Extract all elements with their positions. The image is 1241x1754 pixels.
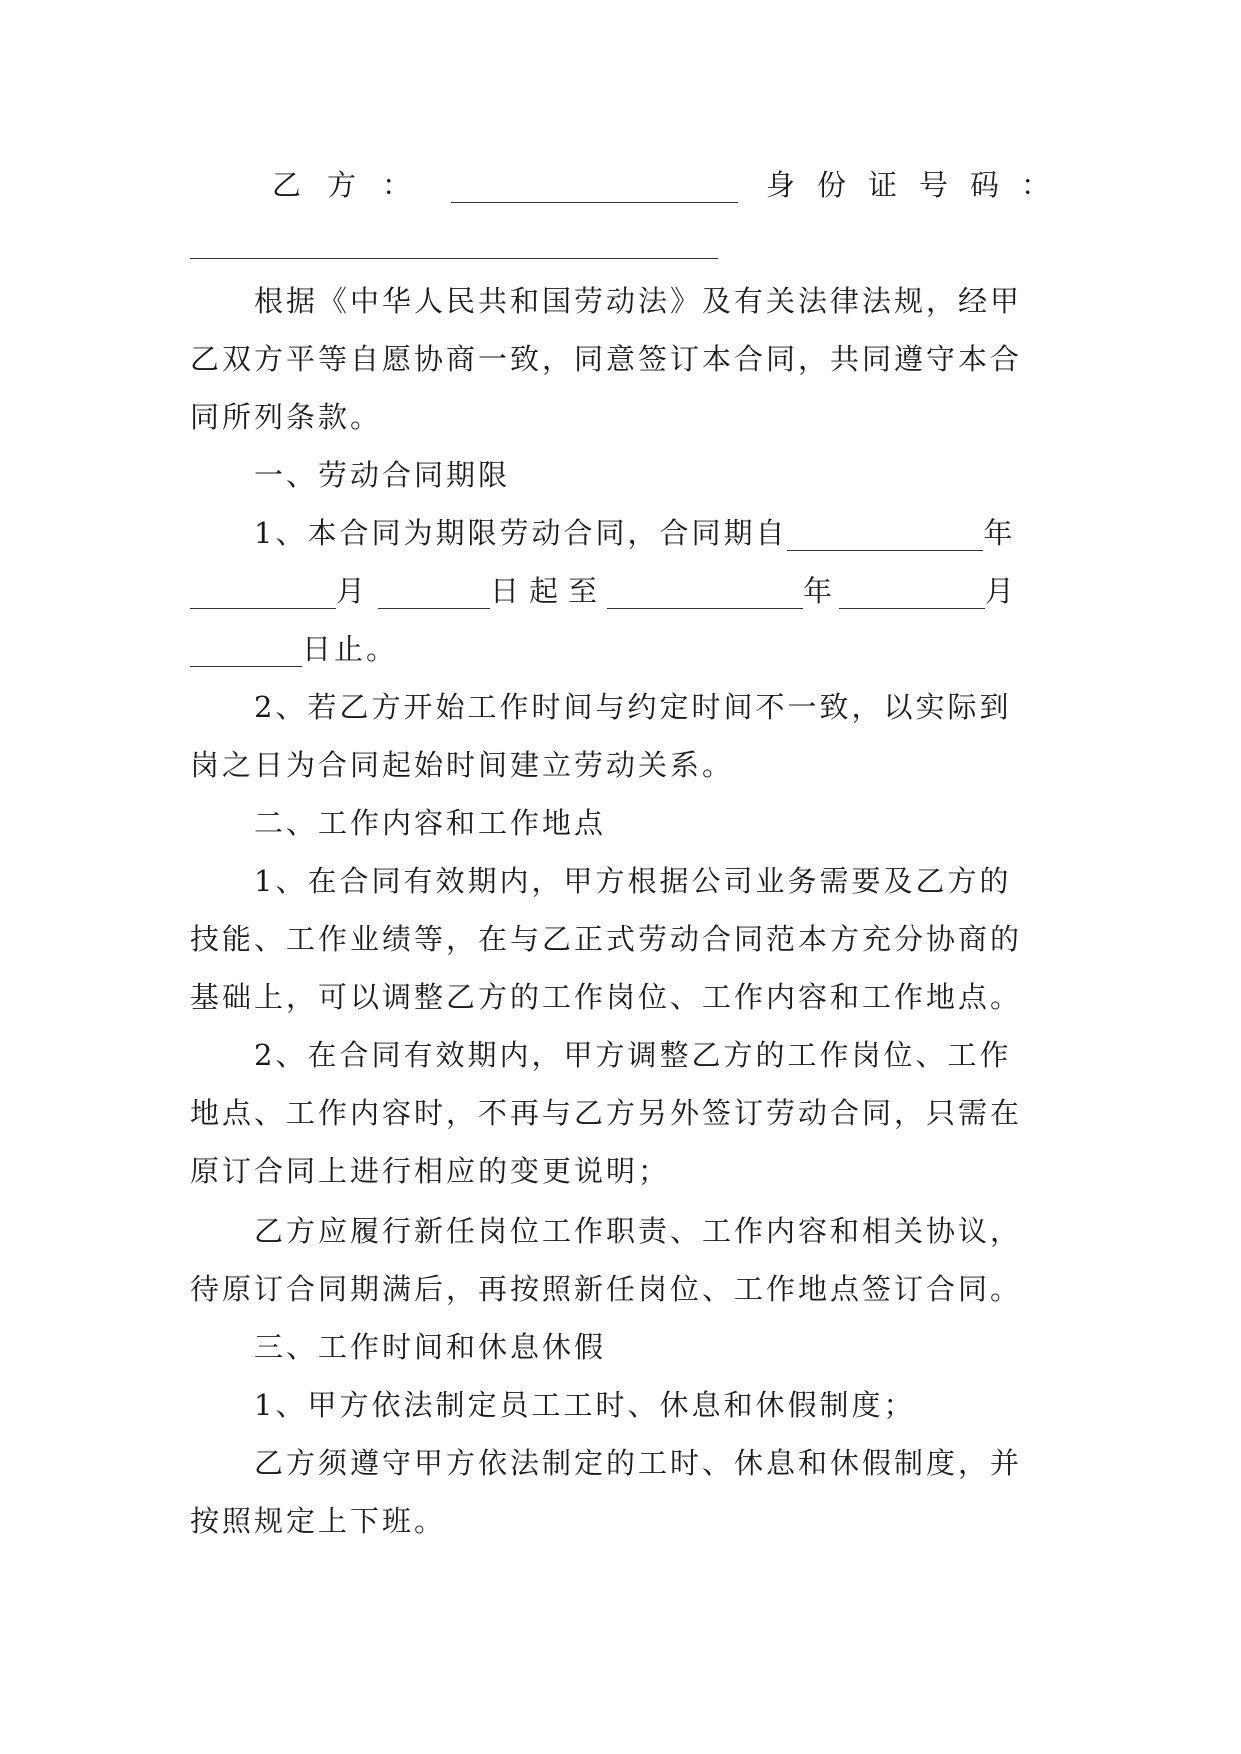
section-1-title: 一、劳动合同期限 (254, 458, 511, 492)
clause-1-2-line-2: 岗之日为合同起始时间建立劳动关系。 (190, 748, 735, 782)
end-month-label: 月 (985, 574, 1018, 608)
id-number-blank (190, 258, 718, 259)
clause-2-2-line-3: 原订合同上进行相应的变更说明； (190, 1154, 671, 1188)
end-day-label: 日止。 (302, 632, 399, 666)
preamble-line-2: 乙双方平等自愿协商一致，同意签订本合同，共同遵守本合 (190, 342, 1023, 376)
party-b-line (272, 156, 1072, 214)
end-month-blank (839, 574, 985, 609)
clause-2-3-line-1: 乙方应履行新任岗位工作职责、工作内容和相关协议， (254, 1214, 1023, 1248)
start-year-label: 年 (983, 516, 1016, 550)
clause-1-2-line-1: 2、若乙方开始工作时间与约定时间不一致，以实际到 (254, 690, 1012, 724)
section-3-title: 三、工作时间和休息休假 (254, 1330, 607, 1364)
start-day-blank (378, 574, 490, 609)
clause-2-3-line-2: 待原订合同期满后，再按照新任岗位、工作地点签订合同。 (190, 1272, 1023, 1306)
preamble-line-1: 根据《中华人民共和国劳动法》及有关法律法规，经甲 (254, 284, 1023, 318)
start-year-blank (787, 516, 983, 551)
start-day-label: 日起至 (490, 574, 608, 608)
party-b-label: 乙方： (272, 168, 438, 202)
clause-3-2-line-1: 乙方须遵守甲方依法制定的工时、休息和休假制度，并 (254, 1446, 1023, 1480)
clause-2-2-line-1: 2、在合同有效期内，甲方调整乙方的工作岗位、工作 (254, 1038, 1012, 1072)
section-2-title: 二、工作内容和工作地点 (254, 806, 607, 840)
clause-1-1-line-3 (190, 620, 1060, 678)
clause-1-1-line-2 (190, 562, 1060, 620)
end-year-blank (607, 574, 803, 609)
end-day-blank (190, 632, 302, 667)
clause-1-1-text: 1、本合同为期限劳动合同，合同期自 (254, 516, 788, 550)
end-year-label: 年 (803, 574, 836, 608)
clause-2-1-line-2: 技能、工作业绩等，在与乙正式劳动合同范本方充分协商的 (190, 922, 1023, 956)
clause-2-1-line-3: 基础上，可以调整乙方的工作岗位、工作内容和工作地点。 (190, 980, 1023, 1014)
clause-2-1-line-1: 1、在合同有效期内，甲方根据公司业务需要及乙方的 (254, 864, 1012, 898)
start-month-blank (190, 574, 336, 609)
start-month-label: 月 (336, 574, 369, 608)
clause-3-1-line-1: 1、甲方依法制定员工工时、休息和休假制度； (254, 1388, 916, 1422)
clause-1-1-line-1 (190, 504, 1124, 562)
id-number-label: 身份证号码： (765, 168, 1072, 202)
clause-2-2-line-2: 地点、工作内容时，不再与乙方另外签订劳动合同，只需在 (190, 1096, 1023, 1130)
party-b-name-blank (451, 168, 738, 203)
preamble-line-3: 同所列条款。 (190, 400, 383, 434)
clause-3-2-line-2: 按照规定上下班。 (190, 1504, 447, 1538)
